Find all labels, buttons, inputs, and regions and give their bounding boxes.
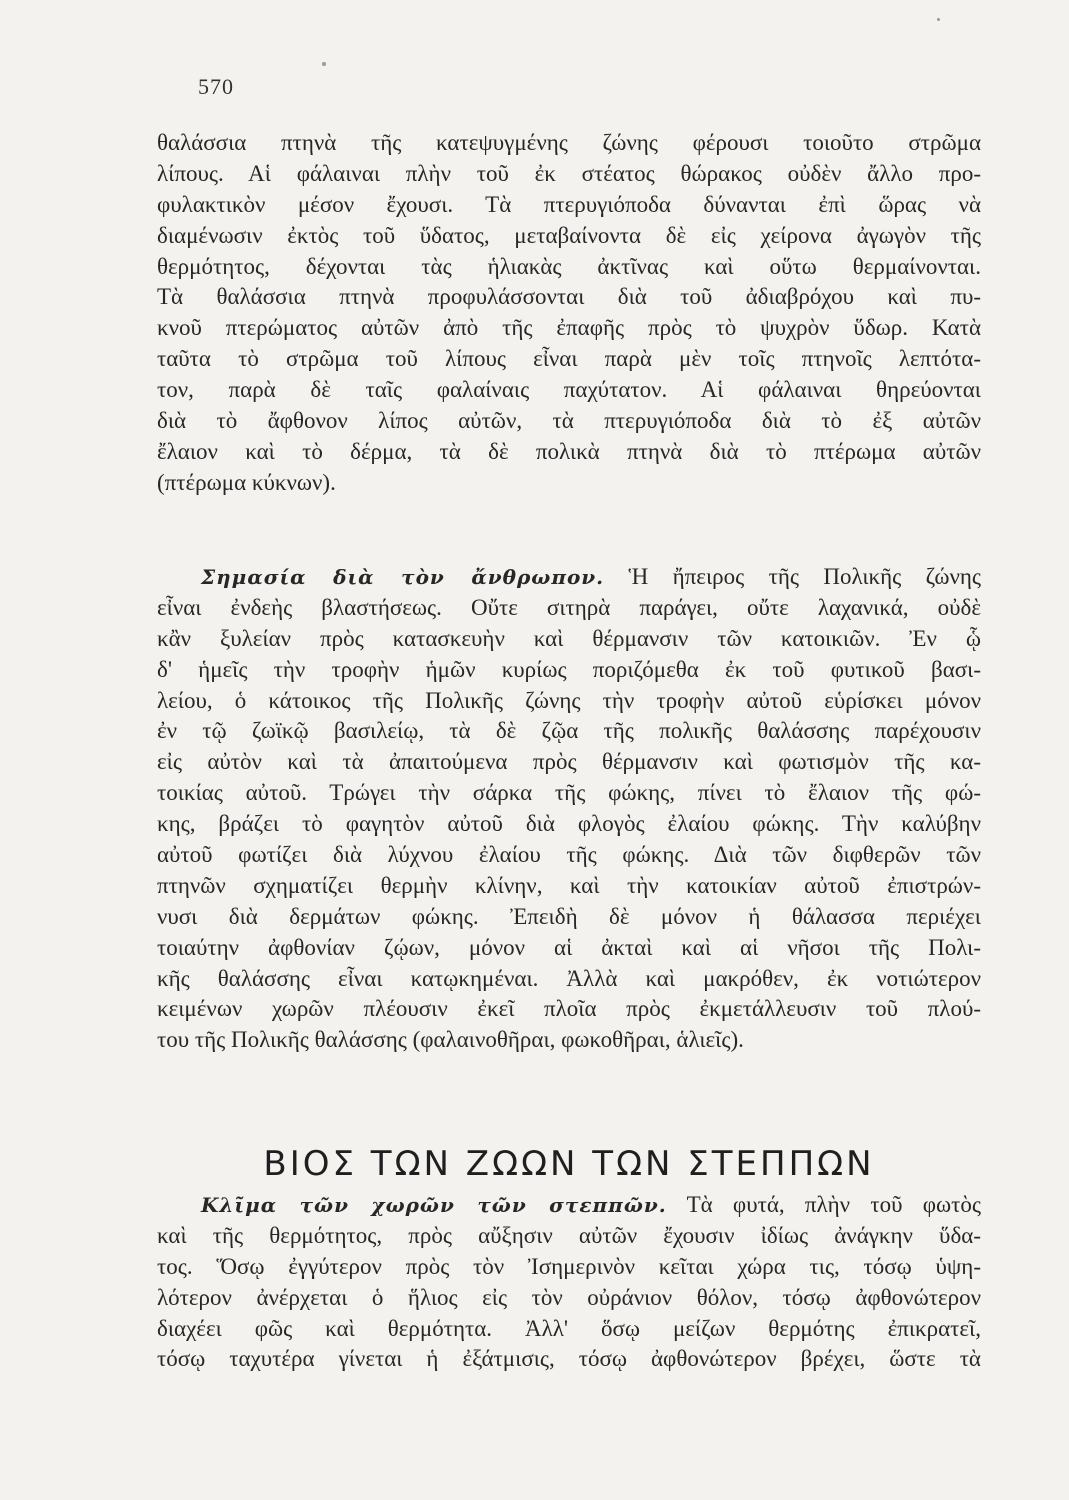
text-line-first [157, 1190, 981, 1221]
text-line: λίπους. Αἱ φάλαιναι πλὴν τοῦ ἐκ στέατος θώρακος οὐδὲν ἄλλο προ- [157, 160, 981, 186]
paragraph-importance-for-man [157, 562, 981, 1056]
text-line: εἶναι ἐνδεὴς βλαστήσεως. Οὔτε σιτηρὰ παράγει, οὔτε λαχανικά, οὐδὲ [157, 594, 981, 620]
text-line: δ' ἡμεῖς τὴν τροφὴν ἡμῶν κυρίως ποριζόμεθα ἐκ τοῦ φυτικοῦ βασι- [157, 656, 981, 682]
text-line: του τῆς Πολικῆς θαλάσσης (φαλαινοθῆραι, φωκοθῆραι, ἁλιεῖς). [157, 1027, 744, 1053]
text-line: διαμένωσιν ἐκτὸς τοῦ ὕδατος, μεταβαίνοντα δὲ εἰς χείρονα ἀγωγὸν τῆς [157, 222, 981, 248]
text-fragment: Τὰ φυτά, πλὴν τοῦ φωτὸς [686, 1192, 981, 1217]
text-line: ταῦτα τὸ στρῶμα τοῦ λίπους εἶναι παρὰ μὲν τοῖς πτηνοῖς λεπτότα- [157, 346, 981, 372]
paragraph-steppe-climate [157, 1190, 981, 1375]
text-line-first [157, 562, 981, 593]
text-line: ἔλαιον καὶ τὸ δέρμα, τὰ δὲ πολικὰ πτηνὰ διὰ τὸ πτέρωμα αὐτῶν [157, 438, 981, 464]
text-line: κἂν ξυλείαν πρὸς κατασκευὴν καὶ θέρμανσιν τῶν κατοικιῶν. Ἐν ᾧ [157, 625, 981, 651]
text-line: τον, παρὰ δὲ ταῖς φαλαίναις παχύτατον. Αἱ φάλαιναι θηρεύονται [157, 377, 981, 403]
text-line: διαχέει φῶς καὶ θερμότητα. Ἀλλ' ὅσῳ μείζων θερμότης ἐπικρατεῖ, [157, 1315, 981, 1341]
text-line: εἰς αὐτὸν καὶ τὰ ἀπαιτούμενα πρὸς θέρμανσιν καὶ φωτισμὸν τῆς κα- [157, 749, 981, 775]
text-line: φυλακτικὸν μέσον ἔχουσι. Τὰ πτερυγιόποδα δύνανται ἐπὶ ὥρας νὰ [157, 191, 981, 217]
text-line: θαλάσσια πτηνὰ τῆς κατεψυγμένης ζώνης φέρουσι τοιοῦτο στρῶμα [157, 130, 981, 155]
text-line: νυσι διὰ δερμάτων φώκης. Ἐπειδὴ δὲ μόνον ἡ θάλασσα περιέχει [157, 903, 981, 929]
page-number: 570 [198, 74, 234, 99]
text-line: κης, βράζει τὸ φαγητὸν αὐτοῦ διὰ φλογὸς ἐλαίου φώκης. Τὴν καλύβην [157, 811, 981, 837]
text-line: τος. Ὅσῳ ἐγγύτερον πρὸς τὸν Ἰσημερινὸν κεῖται χώρα τις, τόσῳ ὑψη- [157, 1253, 981, 1279]
text-line: ἐν τῷ ζωϊκῷ βασιλείῳ, τὰ δὲ ζῷα τῆς πολικῆς θαλάσσης παρέχουσιν [157, 718, 981, 744]
text-line: τόσῳ ταχυτέρα γίνεται ἡ ἐξάτμισις, τόσῳ ἀφθονώτερον βρέχει, ὥστε τὰ [157, 1346, 981, 1372]
paragraph-subheading: Σημασία διὰ τὸν ἄνθρωπον. [201, 565, 605, 589]
paragraph-subheading: Κλῖμα τῶν χωρῶν τῶν στεππῶν. [201, 1193, 667, 1217]
text-line: τοιαύτην ἀφθονίαν ζῴων, μόνον αἱ ἀκταὶ καὶ αἱ νῆσοι τῆς Πολι- [157, 934, 981, 960]
text-line: Τὰ θαλάσσια πτηνὰ προφυλάσσονται διὰ τοῦ ἀδιαβρόχου καὶ πυ- [157, 284, 981, 310]
paragraph-polar-fat-layer [157, 128, 981, 499]
ink-speck [937, 18, 940, 21]
text-line: κῆς θαλάσσης εἶναι κατῳκημέναι. Ἀλλὰ καὶ μακρόθεν, ἐκ νοτιώτερον [157, 965, 981, 991]
ink-speck [322, 62, 326, 66]
text-line: θερμότητος, δέχονται τὰς ἡλιακὰς ἀκτῖνας καὶ οὕτω θερμαίνονται. [157, 253, 981, 279]
text-line: αὐτοῦ φωτίζει διὰ λύχνου ἐλαίου τῆς φώκης. Διὰ τῶν διφθερῶν τῶν [157, 842, 981, 868]
text-line: λότερον ἀνέρχεται ὁ ἥλιος εἰς τὸν οὐράνιον θόλον, τόσῳ ἀφθονώτερον [157, 1284, 981, 1310]
text-line: κειμένων χωρῶν πλέουσιν ἐκεῖ πλοῖα πρὸς ἐκμετάλλευσιν τοῦ πλού- [157, 996, 981, 1022]
section-heading: ΒΙΟΣ ΤΩΝ ΖΩΩΝ ΤΩΝ ΣΤΕΠΠΩΝ [263, 1144, 875, 1184]
text-line: τοικίας αὐτοῦ. Τρώγει τὴν σάρκα τῆς φώκης, πίνει τὸ ἔλαιον τῆς φώ- [157, 780, 981, 806]
text-line: πτηνῶν σχηματίζει θερμὴν κλίνην, καὶ τὴν κατοικίαν αὐτοῦ ἐπιστρών- [157, 872, 981, 898]
text-line: (πτέρωμα κύκνων). [157, 469, 336, 495]
text-line: διὰ τὸ ἄφθονον λίπος αὐτῶν, τὰ πτερυγιόποδα διὰ τὸ ἐξ αὐτῶν [157, 408, 981, 434]
text-line: κνοῦ πτερώματος αὐτῶν ἀπὸ τῆς ἐπαφῆς πρὸς τὸ ψυχρὸν ὕδωρ. Κατὰ [157, 315, 981, 341]
text-line: λείου, ὁ κάτοικος τῆς Πολικῆς ζώνης τὴν τροφὴν αὐτοῦ εὑρίσκει μόνον [157, 687, 981, 713]
text-line: καὶ τῆς θερμότητος, πρὸς αὔξησιν αὐτῶν ἔχουσιν ἰδίως ἀνάγκην ὕδα- [157, 1222, 981, 1248]
text-fragment: Ἡ ἤπειρος τῆς Πολικῆς ζώνης [628, 564, 981, 589]
